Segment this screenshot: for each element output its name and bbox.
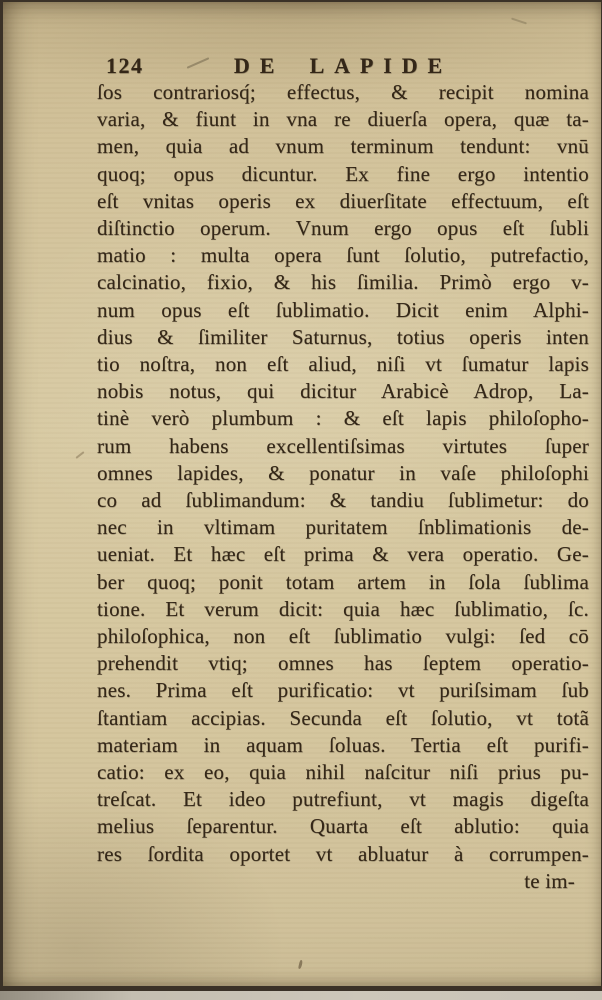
text-line: num opus eſt ſublimatio. Dicit enim Alphi- xyxy=(97,297,589,322)
body-text xyxy=(97,79,589,895)
text-line: tio noſtra, non eſt aliud, niſi vt ſumatur lapis xyxy=(97,352,589,377)
text-line: eſt vnitas operis ex diuerſitate effectuum, eſt xyxy=(97,188,589,213)
text-line: materiam in aquam ſoluas. Tertia eſt purifi- xyxy=(97,732,589,757)
text-line: omnes lapides, & ponatur in vaſe philoſophi xyxy=(97,460,589,485)
text-line: res ſordita oportet vt abluatur à corrumpen- xyxy=(97,841,589,866)
text-line: men, quia ad vnum terminum tendunt: vnū xyxy=(97,134,589,159)
book-page xyxy=(3,2,601,986)
text-line: matio : multa opera ſunt ſolutio, putrefactio, xyxy=(97,243,589,268)
text-line: ber quoq; ponit totam artem in ſola ſublima xyxy=(97,569,589,594)
text-line: tione. Et verum dicit: quia hæc ſublimatio, ſc. xyxy=(97,596,589,621)
scan-bottom-strip xyxy=(0,991,602,1000)
text-line: quoq; opus dicuntur. Ex fine ergo intentio xyxy=(97,161,589,186)
catchword: te im- xyxy=(524,868,575,893)
running-title: DE LAPIDE xyxy=(233,53,453,78)
text-line: prehendit vtiq; omnes has ſeptem operatio- xyxy=(97,651,589,676)
text-line: nes. Prima eſt purificatio: vt puriſsimam ſub xyxy=(97,678,589,703)
text-line: melius ſeparentur. Quarta eſt ablutio: quia xyxy=(97,814,589,839)
text-line: nobis notus, qui dicitur Arabicè Adrop, La- xyxy=(97,379,589,404)
running-head xyxy=(97,53,589,79)
text-line: nec in vltimam puritatem ſnblimationis de- xyxy=(97,515,589,540)
text-line: ueniat. Et hæc eſt prima & vera operatio. Ge- xyxy=(97,542,589,567)
text-line: treſcat. Et ideo putrefiunt, vt magis digeſta xyxy=(97,787,589,812)
text-line: co ad ſublimandum: & tandiu ſublimetur: do xyxy=(97,488,589,513)
text-line: philoſophica, non eſt ſublimatio vulgi: ſed cō xyxy=(97,624,589,649)
text-line: tinè verò plumbum : & eſt lapis philoſopho- xyxy=(97,406,589,431)
text-line: calcinatio, fixio, & his ſimilia. Primò ergo v- xyxy=(97,270,589,295)
text-line: varia, & fiunt in vna re diuerſa opera, quæ ta- xyxy=(97,107,589,132)
text-line: diſtinctio operum. Vnum ergo opus eſt ſubli xyxy=(97,216,589,241)
text-line: catio: ex eo, quia nihil naſcitur niſi prius pu- xyxy=(97,760,589,785)
text-line: dius & ſimiliter Saturnus, totius operis inten xyxy=(97,324,589,349)
paper-speck xyxy=(298,960,303,969)
body-lines xyxy=(97,79,589,868)
text-line: ſtantiam accipias. Secunda eſt ſolutio, vt totã xyxy=(97,705,589,730)
text-line: ſos contrariosq́; effectus, & recipit nomina xyxy=(97,80,589,104)
text-line: rum habens excellentiſsimas virtutes ſuper xyxy=(97,433,589,458)
paper-fiber xyxy=(75,451,84,459)
page-number: 124 xyxy=(106,53,144,78)
paper-fiber xyxy=(511,18,527,25)
